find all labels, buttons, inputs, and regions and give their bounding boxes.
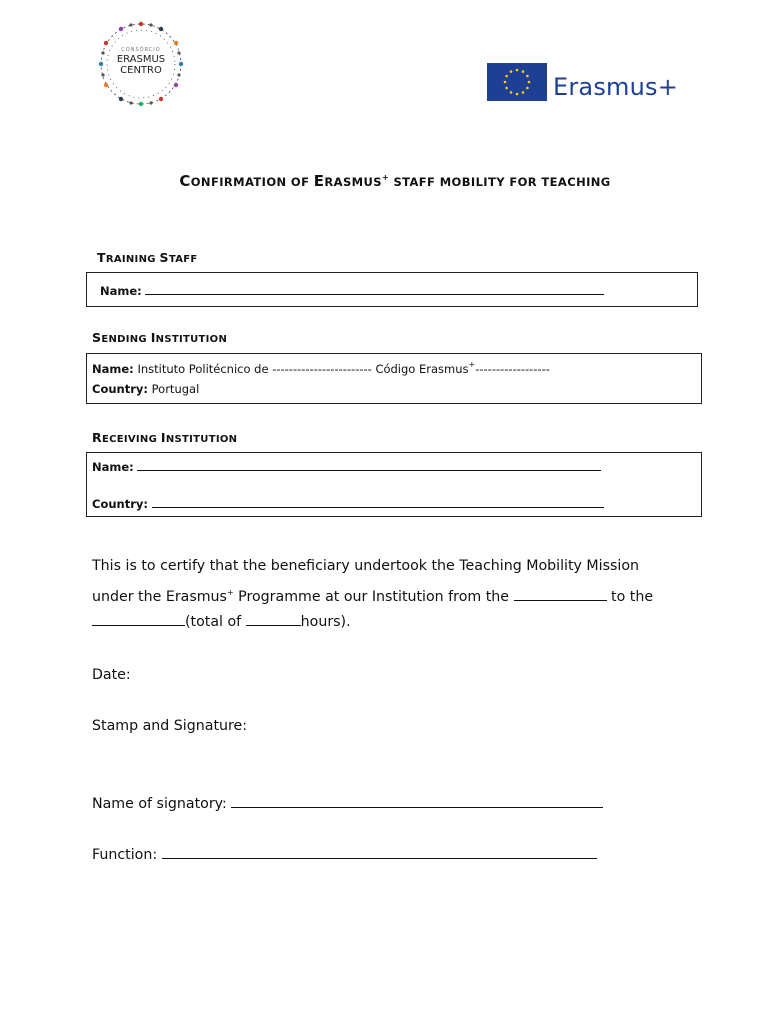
sending-country-row <box>92 382 199 396</box>
function-field[interactable] <box>162 845 597 859</box>
cert-text: hours). <box>300 614 351 630</box>
logo-line1: CONSÓRCIO <box>121 47 161 53</box>
cert-text: Programme at our Institution from the <box>233 588 514 605</box>
heading-word: NSTITUTION <box>155 334 228 345</box>
cert-line-2 <box>92 580 712 611</box>
training-staff-heading <box>97 250 198 265</box>
training-name-field[interactable] <box>145 283 604 295</box>
receiving-country-field[interactable] <box>152 496 604 508</box>
receiving-institution-heading <box>92 430 237 445</box>
function-row <box>92 845 597 863</box>
heading-cap: I <box>160 430 166 445</box>
signatory-row <box>92 794 603 812</box>
training-staff-box <box>86 272 698 307</box>
sending-name-value: Instituto Politécnico de ------------------------ Código Erasmus <box>137 362 469 376</box>
stamp-signature-label: Stamp and Signature: <box>92 718 248 734</box>
title-word3: STAFF MOBILITY FOR TEACHING <box>389 175 611 189</box>
cert-line-1: This is to certify that the beneficiary undertook the Teaching Mobility Mission <box>92 558 640 574</box>
cert-text: to the <box>606 588 654 605</box>
sending-institution-heading <box>92 330 227 345</box>
function-label: Function: <box>92 847 158 863</box>
logo-line3: CENTRO <box>120 65 162 76</box>
heading-cap: I <box>150 330 156 345</box>
date-label: Date: <box>92 667 131 683</box>
title-cap1: C <box>179 172 191 190</box>
receiving-name-label: Name: <box>92 460 134 474</box>
sending-institution-box <box>86 353 702 404</box>
title-word1: ONFIRMATION OF <box>190 175 314 189</box>
signatory-label: Name of signatory: <box>92 796 227 812</box>
training-name-row <box>100 283 604 298</box>
signatory-name-field[interactable] <box>231 794 603 808</box>
sending-name-label: Name: <box>92 362 134 376</box>
to-date-field[interactable] <box>92 612 185 626</box>
title-word2: RASMUS <box>324 175 382 189</box>
sending-country-value: Portugal <box>151 382 200 396</box>
cert-text: under the Erasmus <box>92 588 227 605</box>
heading-word: ENDING <box>101 334 151 345</box>
erasmus-plus-wordmark: Erasmus+ <box>553 73 679 101</box>
heading-cap: T <box>97 250 106 265</box>
sending-name-row <box>92 360 550 376</box>
training-name-label: Name: <box>100 284 142 298</box>
total-hours-field[interactable] <box>246 612 301 626</box>
heading-word: RAINING <box>105 254 160 265</box>
consortium-logo-icon <box>93 18 189 110</box>
title-cap2: E <box>313 172 325 190</box>
sending-name-sup: + <box>468 360 476 369</box>
receiving-name-row <box>92 459 601 474</box>
receiving-institution-box <box>86 452 702 517</box>
heading-cap: S <box>159 250 169 265</box>
heading-word: TAFF <box>168 254 198 265</box>
certification-paragraph <box>92 554 712 636</box>
heading-word: NSTITUTION <box>165 434 238 445</box>
sending-country-label: Country: <box>92 382 148 396</box>
cert-text: (total of <box>185 614 246 630</box>
consortium-logo <box>93 18 189 110</box>
title-sup: + <box>381 173 390 182</box>
receiving-country-row <box>92 496 604 511</box>
eu-flag-icon <box>487 63 547 101</box>
receiving-country-label: Country: <box>92 497 148 511</box>
heading-cap: S <box>92 330 102 345</box>
logo-line2: ERASMUS <box>116 54 166 65</box>
cert-sup: + <box>226 587 234 597</box>
document-title <box>0 172 770 190</box>
heading-cap: R <box>92 430 102 445</box>
from-date-field[interactable] <box>514 587 607 601</box>
sending-name-tail: ------------------ <box>475 362 550 376</box>
receiving-name-field[interactable] <box>137 459 601 471</box>
heading-word: ECEIVING <box>101 434 161 445</box>
cert-line-3 <box>92 610 712 636</box>
